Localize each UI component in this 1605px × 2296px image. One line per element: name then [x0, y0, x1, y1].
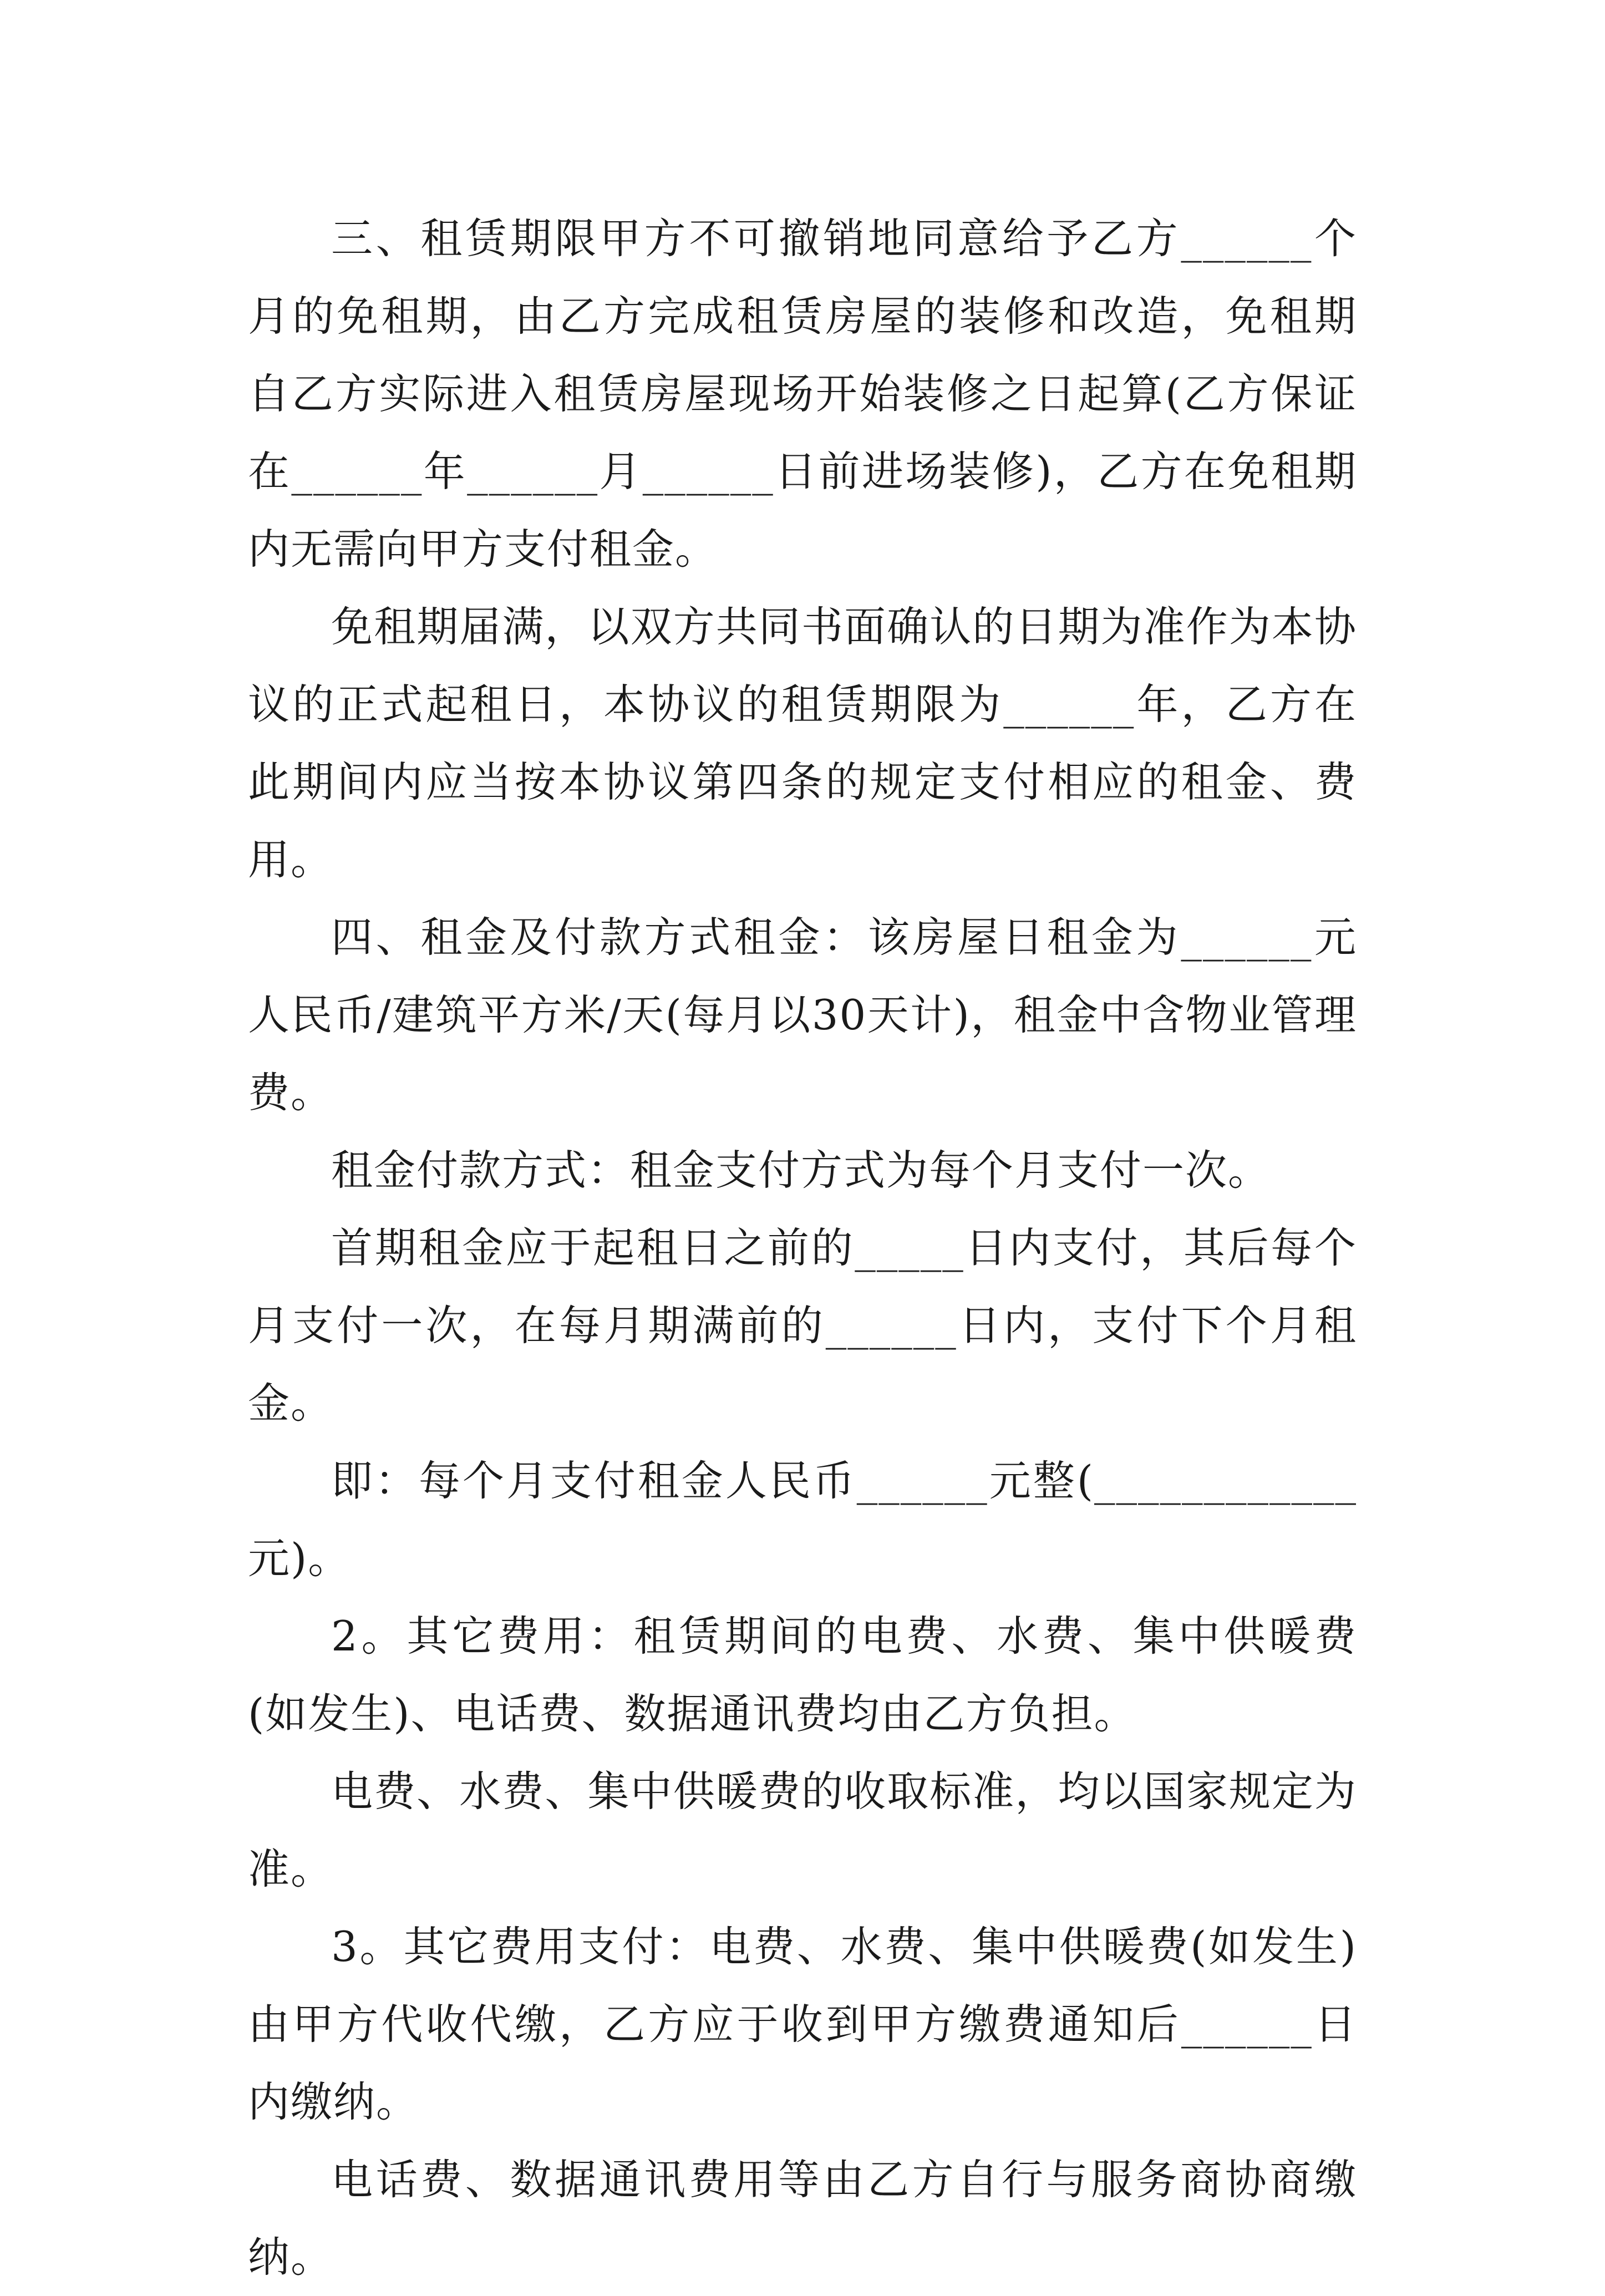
paragraph-other-fees: 2。其它费用：租赁期间的电费、水费、集中供暖费(如发生)、电话费、数据通讯费均由乙方负担。 [248, 1612, 1357, 1738]
paragraph-rent-start: 免租期届满，以双方共同书面确认的日期为准作为本协议的正式起租日，本协议的租赁期限为______年，乙方在此期间内应当按本协议第四条的规定支付相应的租金、费用。 [248, 602, 1357, 884]
paragraph-rent-payment: 四、租金及付款方式租金：该房屋日租金为______元人民币/建筑平方米/天(每月以30天计)，租金中含物业管理费。 [248, 913, 1357, 1117]
paragraph-telecom-fees: 电话费、数据通讯费用等由乙方自行与服务商协商缴纳。 [248, 2155, 1357, 2282]
document-body [248, 200, 1357, 2296]
paragraph-monthly-amount: 即：每个月支付租金人民币______元整(____________元)。 [248, 1456, 1357, 1583]
paragraph-payment-method: 租金付款方式：租金支付方式为每个月支付一次。 [331, 1146, 1271, 1195]
paragraph-first-payment: 首期租金应于起租日之前的_____日内支付，其后每个月支付一次，在每月期满前的______日内，支付下个月租金。 [248, 1223, 1357, 1428]
paragraph-lease-term: 三、租赁期限甲方不可撤销地同意给予乙方______个月的免租期，由乙方完成租赁房屋的装修和改造，免租期自乙方实际进入租赁房屋现场开始装修之日起算(乙方保证在______年______月______日前进场装修)，乙方在免租期内无需向甲方支付租金。 [248, 214, 1357, 573]
paragraph-fee-standard: 电费、水费、集中供暖费的收取标准，均以国家规定为准。 [248, 1767, 1357, 1893]
paragraph-other-fee-payment: 3。其它费用支付：电费、水费、集中供暖费(如发生)由甲方代收代缴，乙方应于收到甲方缴费通知后______日内缴纳。 [248, 1922, 1357, 2126]
